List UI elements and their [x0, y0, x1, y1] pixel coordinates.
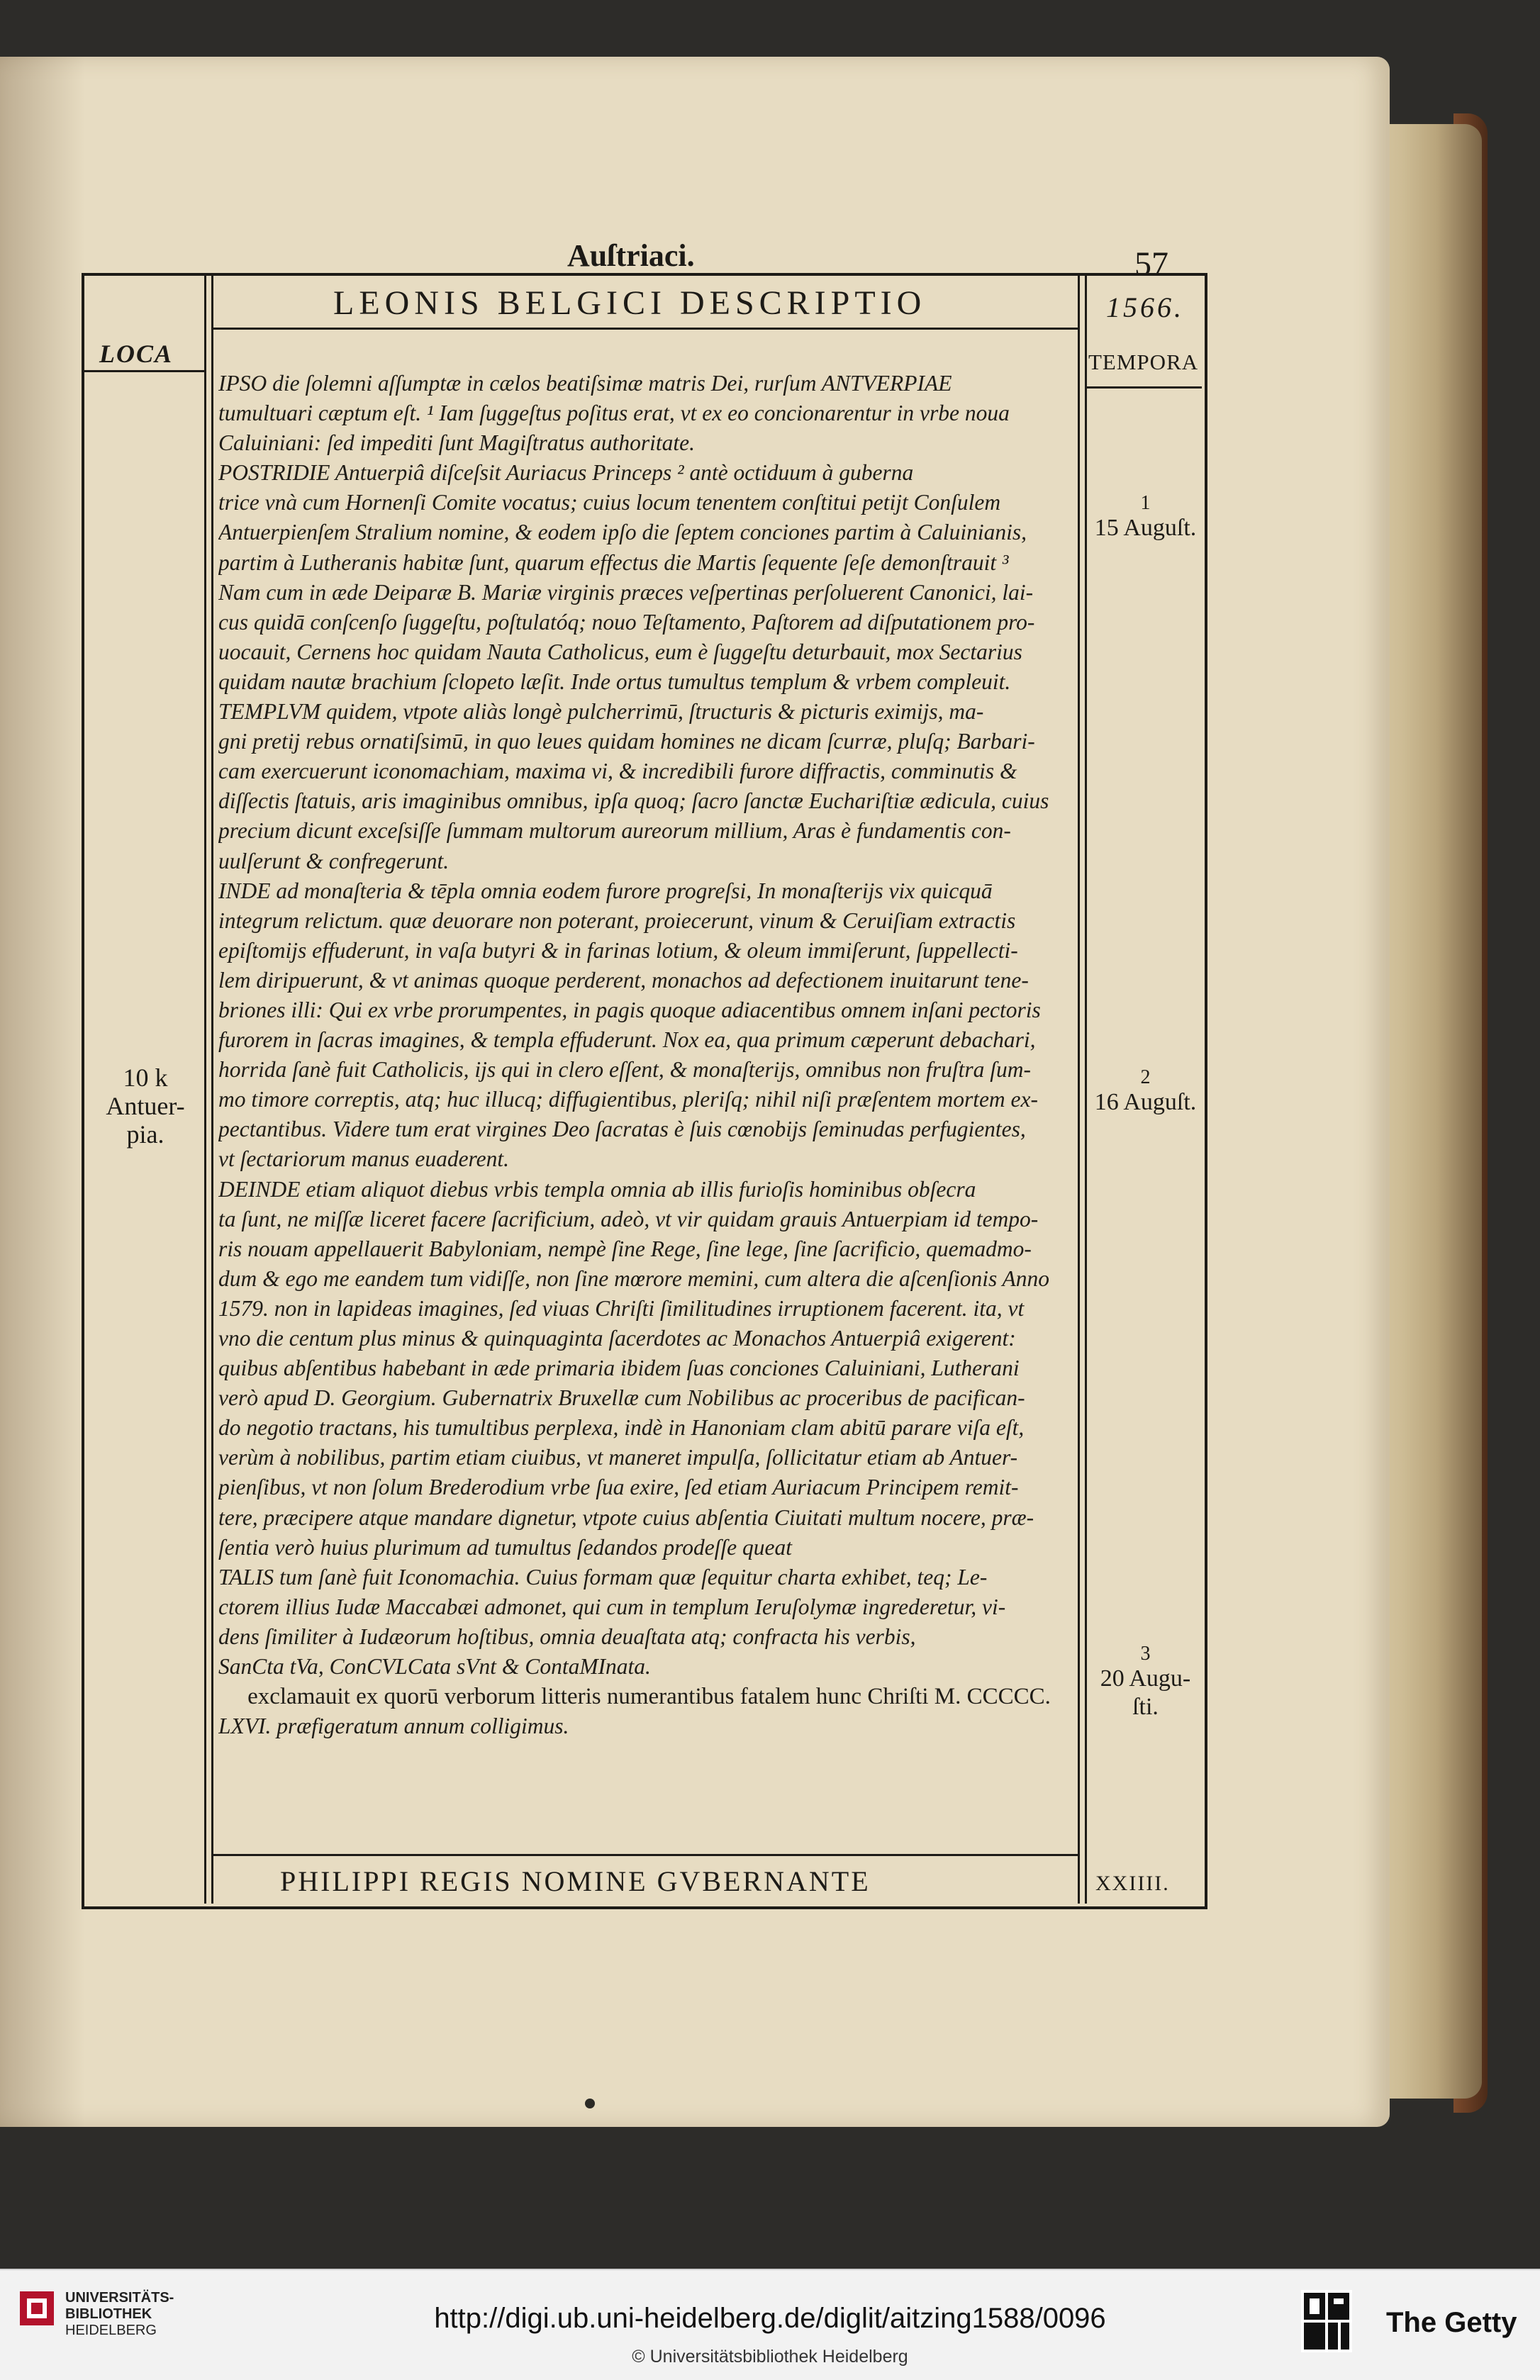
text-line: 1579. non in lapideas imagines, ſed viuas Chriſti ſimilitudines irruptionem facerent. ita, vt	[218, 1295, 1025, 1321]
text-line: briones illi: Qui ex vrbe prorumpentes, in pagis quoque adiacentibus omnem inſani pectoris	[218, 997, 1041, 1022]
text-line: tere, præcipere atque mandare dignetur, vtpote cuius abſentia Ciuitati multum nocere, præ-	[218, 1504, 1034, 1530]
ink-spot	[585, 2099, 595, 2108]
text-line: diſſectis ſtatuis, aris imaginibus omnibus, ipſa quoq; ſacro ſanctæ Euchariſtiæ ædicula, cuius	[218, 788, 1049, 814]
text-line: dum & ego me eandem tum vidiſſe, non ſine mœrore memini, cum altera die aſcenſionis Anno	[218, 1266, 1050, 1291]
text-line: vt ſectariorum manus euaderent.	[218, 1146, 510, 1172]
copyright-notice: © Universitätsbibliothek Heidelberg	[632, 2347, 908, 2367]
text-line: lem diripuerunt, & vt animas quoque perderent, monachos ad defectionem inuitarunt tene-	[218, 967, 1029, 993]
text-line: vno die centum plus minus & quinquaginta ſacerdotes ac Monachos Antuerpiâ exigerent:	[218, 1326, 1016, 1351]
text-line: partim à Lutheranis habitæ ſunt, quarum effectus die Martis ſequente ſeſe demonſtrauit ³	[218, 549, 1009, 575]
text-line: LXVI. præfigeratum annum colligimus.	[218, 1714, 569, 1739]
text-line: mo timore correptis, atq; huc illucq; diffugientibus, pleriſq; nihil niſi præſentem mortem ex-	[218, 1087, 1039, 1112]
left-column-rule-inner	[211, 273, 213, 1904]
gutter-shadow	[0, 57, 85, 2127]
viewer-footer	[0, 2269, 1540, 2380]
folio-number: 57	[1134, 245, 1168, 283]
text-line: dens ſimiliter à Iudæorum hoſtibus, omnia deuaſtata atq; confracta his verbis,	[218, 1624, 916, 1649]
text-line: Caluiniani: ſed impediti ſunt Magiſtratus authoritate.	[218, 430, 695, 456]
bottom-heading: PHILIPPI REGIS NOMINE GVBERNANTE	[280, 1865, 871, 1897]
text-line: verùm à nobilibus, partim etiam ciuibus, vt maneret impulſa, ſollicitatur etiam ab Antuer-	[218, 1445, 1018, 1470]
text-line: SanCta tVa, ConCVLCata sVnt & ContaMInata.	[218, 1654, 651, 1680]
margin-date-16-august	[1087, 1067, 1204, 1117]
text-line: quibus abſentibus habebant in æde primaria ibidem ſuas conciones Caluiniani, Lutherani	[218, 1356, 1020, 1381]
margin-line: Antuer-	[106, 1092, 185, 1120]
page-title: LEONIS BELGICI DESCRIPTIO	[333, 284, 927, 322]
column-header-tempora: TEMPORA	[1088, 350, 1199, 374]
text-line: POSTRIDIE Antuerpiâ diſceſsit Auriacus Princeps ² antè octiduum à guberna	[218, 460, 914, 486]
running-head: Auſtriaci.	[567, 238, 695, 273]
text-line: Nam cum in æde Deiparæ B. Mariæ virginis præces veſpertinas perſoluerent Canonici, lai-	[218, 579, 1034, 605]
text-line: TALIS tum ſanè fuit Iconomachia. Cuius formam quæ ſequitur charta exhibet, teq; Le-	[218, 1564, 988, 1590]
institution-line: HEIDELBERG	[65, 2323, 157, 2338]
note-number: 2	[1140, 1066, 1151, 1088]
text-line: uulſerunt & confregerunt.	[218, 848, 450, 873]
title-rule	[211, 328, 1078, 330]
column-header-loca: LOCA	[99, 340, 174, 368]
margin-date-15-august	[1087, 493, 1204, 542]
partner-name: The Getty	[1386, 2307, 1517, 2338]
margin-line: pia.	[126, 1120, 164, 1149]
margin-place-antwerp	[92, 1063, 199, 1149]
text-line: verò apud D. Georgium. Gubernatrix Bruxellæ cum Nobilibus ac proceribus de pacifican-	[218, 1385, 1025, 1411]
text-line: gni pretij rebus ornatiſsimū, in quo leues quidam homines ne dicam ſcurræ, pluſq; Barbari-	[218, 729, 1035, 754]
text-line: ſentia verò huius plurimum ad tumultus ſedandos prodeſſe queat	[218, 1534, 793, 1560]
text-line: epiſtomijs effuderunt, in vaſa butyri & in farinas lotium, & oleum immiſerunt, ſuppellecti-	[218, 937, 1018, 963]
text-line: precium dicunt exceſsiſſe ſummam multorum aureorum millium, Aras è fundamentis con-	[218, 818, 1011, 844]
chronogram-line: exclamauit ex quorū verborum litteris numerantibus fatalem hunc Chriſti M. CCCCC.	[247, 1684, 1051, 1710]
year-heading: 1566.	[1106, 291, 1184, 323]
text-line: trice vnà cum Hornenſi Comite vocatus; cuius locum tenentem conſtitui petijt Conſulem	[218, 490, 1001, 515]
text-line: furorem in ſacras imagines, & templa effuderunt. Nox ea, qua primum cæperunt debachari,	[218, 1027, 1036, 1053]
margin-line: 20 Augu-	[1100, 1665, 1191, 1692]
getty-logo-icon	[1301, 2290, 1352, 2352]
text-line: cus quidā conſcenſo ſuggeſtu, poſtulatóq; nouo Teſtamento, Paſtorem ad diſputationem pro-	[218, 609, 1035, 635]
text-line: integrum relictum. quæ deuorare non poterant, proiecerunt, vinum & Ceruiſiam extractis	[218, 907, 1016, 933]
left-column-rule	[204, 273, 206, 1904]
main-text-block	[218, 369, 1080, 1741]
text-line: ris nouam appellauerit Babyloniam, nempè ſine Rege, ſine lege, ſine ſacrificio, quemadmo-	[218, 1236, 1032, 1261]
note-number: 3	[1140, 1643, 1151, 1665]
text-line: ta ſunt, ne miſſæ liceret facere ſacrificium, adeò, vt vir quidam grauis Antuerpiam id tempo-	[218, 1206, 1039, 1231]
text-line: DEINDE etiam aliquot diebus vrbis templa omnia ab illis furioſis hominibus obſecra	[218, 1176, 976, 1202]
text-line: quidam nautæ brachium ſclopeto læſit. Inde ortus tumultus templum & vrbem compleuit.	[218, 669, 1011, 694]
footer-rule	[211, 1854, 1078, 1856]
text-line: pectantibus. Videre tum erat virgines Deo ſacratas è ſuis cœnobijs ſeminudas perfugientes,	[218, 1117, 1026, 1142]
text-line: INDE ad monaſteria & tēpla omnia eodem furore progreſsi, In monaſterijs vix quicquā	[218, 878, 993, 903]
margin-line: 16 Auguſt.	[1094, 1089, 1197, 1115]
text-line: pienſibus, vt non ſolum Brederodium vrbe ſua exire, ſed etiam Auriacum Principem remit-	[218, 1475, 1019, 1500]
institution-line: BIBLIOTHEK	[65, 2306, 152, 2322]
tempora-rule	[1085, 386, 1202, 389]
text-line: uocauit, Cernens hoc quidam Nauta Catholicus, eum è ſuggeſtu deturbauit, mox Sectarius	[218, 639, 1022, 664]
text-line: ctorem illius Iudæ Maccabæi admonet, qui cum in templum Ieruſolymæ ingrederetur, vi-	[218, 1594, 1006, 1619]
loca-rule	[84, 370, 205, 372]
text-line: tumultuari cæptum eſt. ¹ Iam ſuggeſtus poſitus erat, vt ex eo concionarentur in vrbe noua	[218, 401, 1010, 426]
institution-line: UNIVERSITÄTS-	[65, 2290, 174, 2306]
margin-line: 10 k	[123, 1063, 168, 1092]
text-line: horrida ſanè fuit Catholicis, ijs qui in clero eſſent, & monaſterijs, omnibus non fruſtra ſum-	[218, 1057, 1031, 1083]
permalink-url[interactable]: http://digi.ub.uni-heidelberg.de/diglit/aitzing1588/0096	[434, 2303, 1106, 2334]
text-line: do negotio tractans, his tumultibus perplexa, indè in Hanoniam clam abitū parare viſa eſt,	[218, 1415, 1025, 1441]
text-line: TEMPLVM quidem, vtpote aliàs longè pulcherrimū, ſtructuris & picturis eximijs, ma-	[218, 699, 984, 725]
margin-date-20-august	[1087, 1643, 1204, 1721]
signature-mark: XXIIII.	[1095, 1872, 1170, 1895]
text-line: IPSO die ſolemni aſſumptæ in cælos beatiſsimæ matris Dei, rurſum ANTVERPIAE	[218, 371, 952, 396]
note-number: 1	[1140, 492, 1151, 514]
text-line: Antuerpienſem Stralium nomine, & eodem ipſo die ſeptem conciones partim à Caluinianis,	[218, 520, 1027, 545]
text-line: cam exercuerunt iconomachiam, maxima vi, & incredibili furore diffractis, comminutis &	[218, 759, 1017, 784]
margin-line: ſti.	[1132, 1694, 1159, 1720]
margin-line: 15 Auguſt.	[1094, 515, 1197, 541]
